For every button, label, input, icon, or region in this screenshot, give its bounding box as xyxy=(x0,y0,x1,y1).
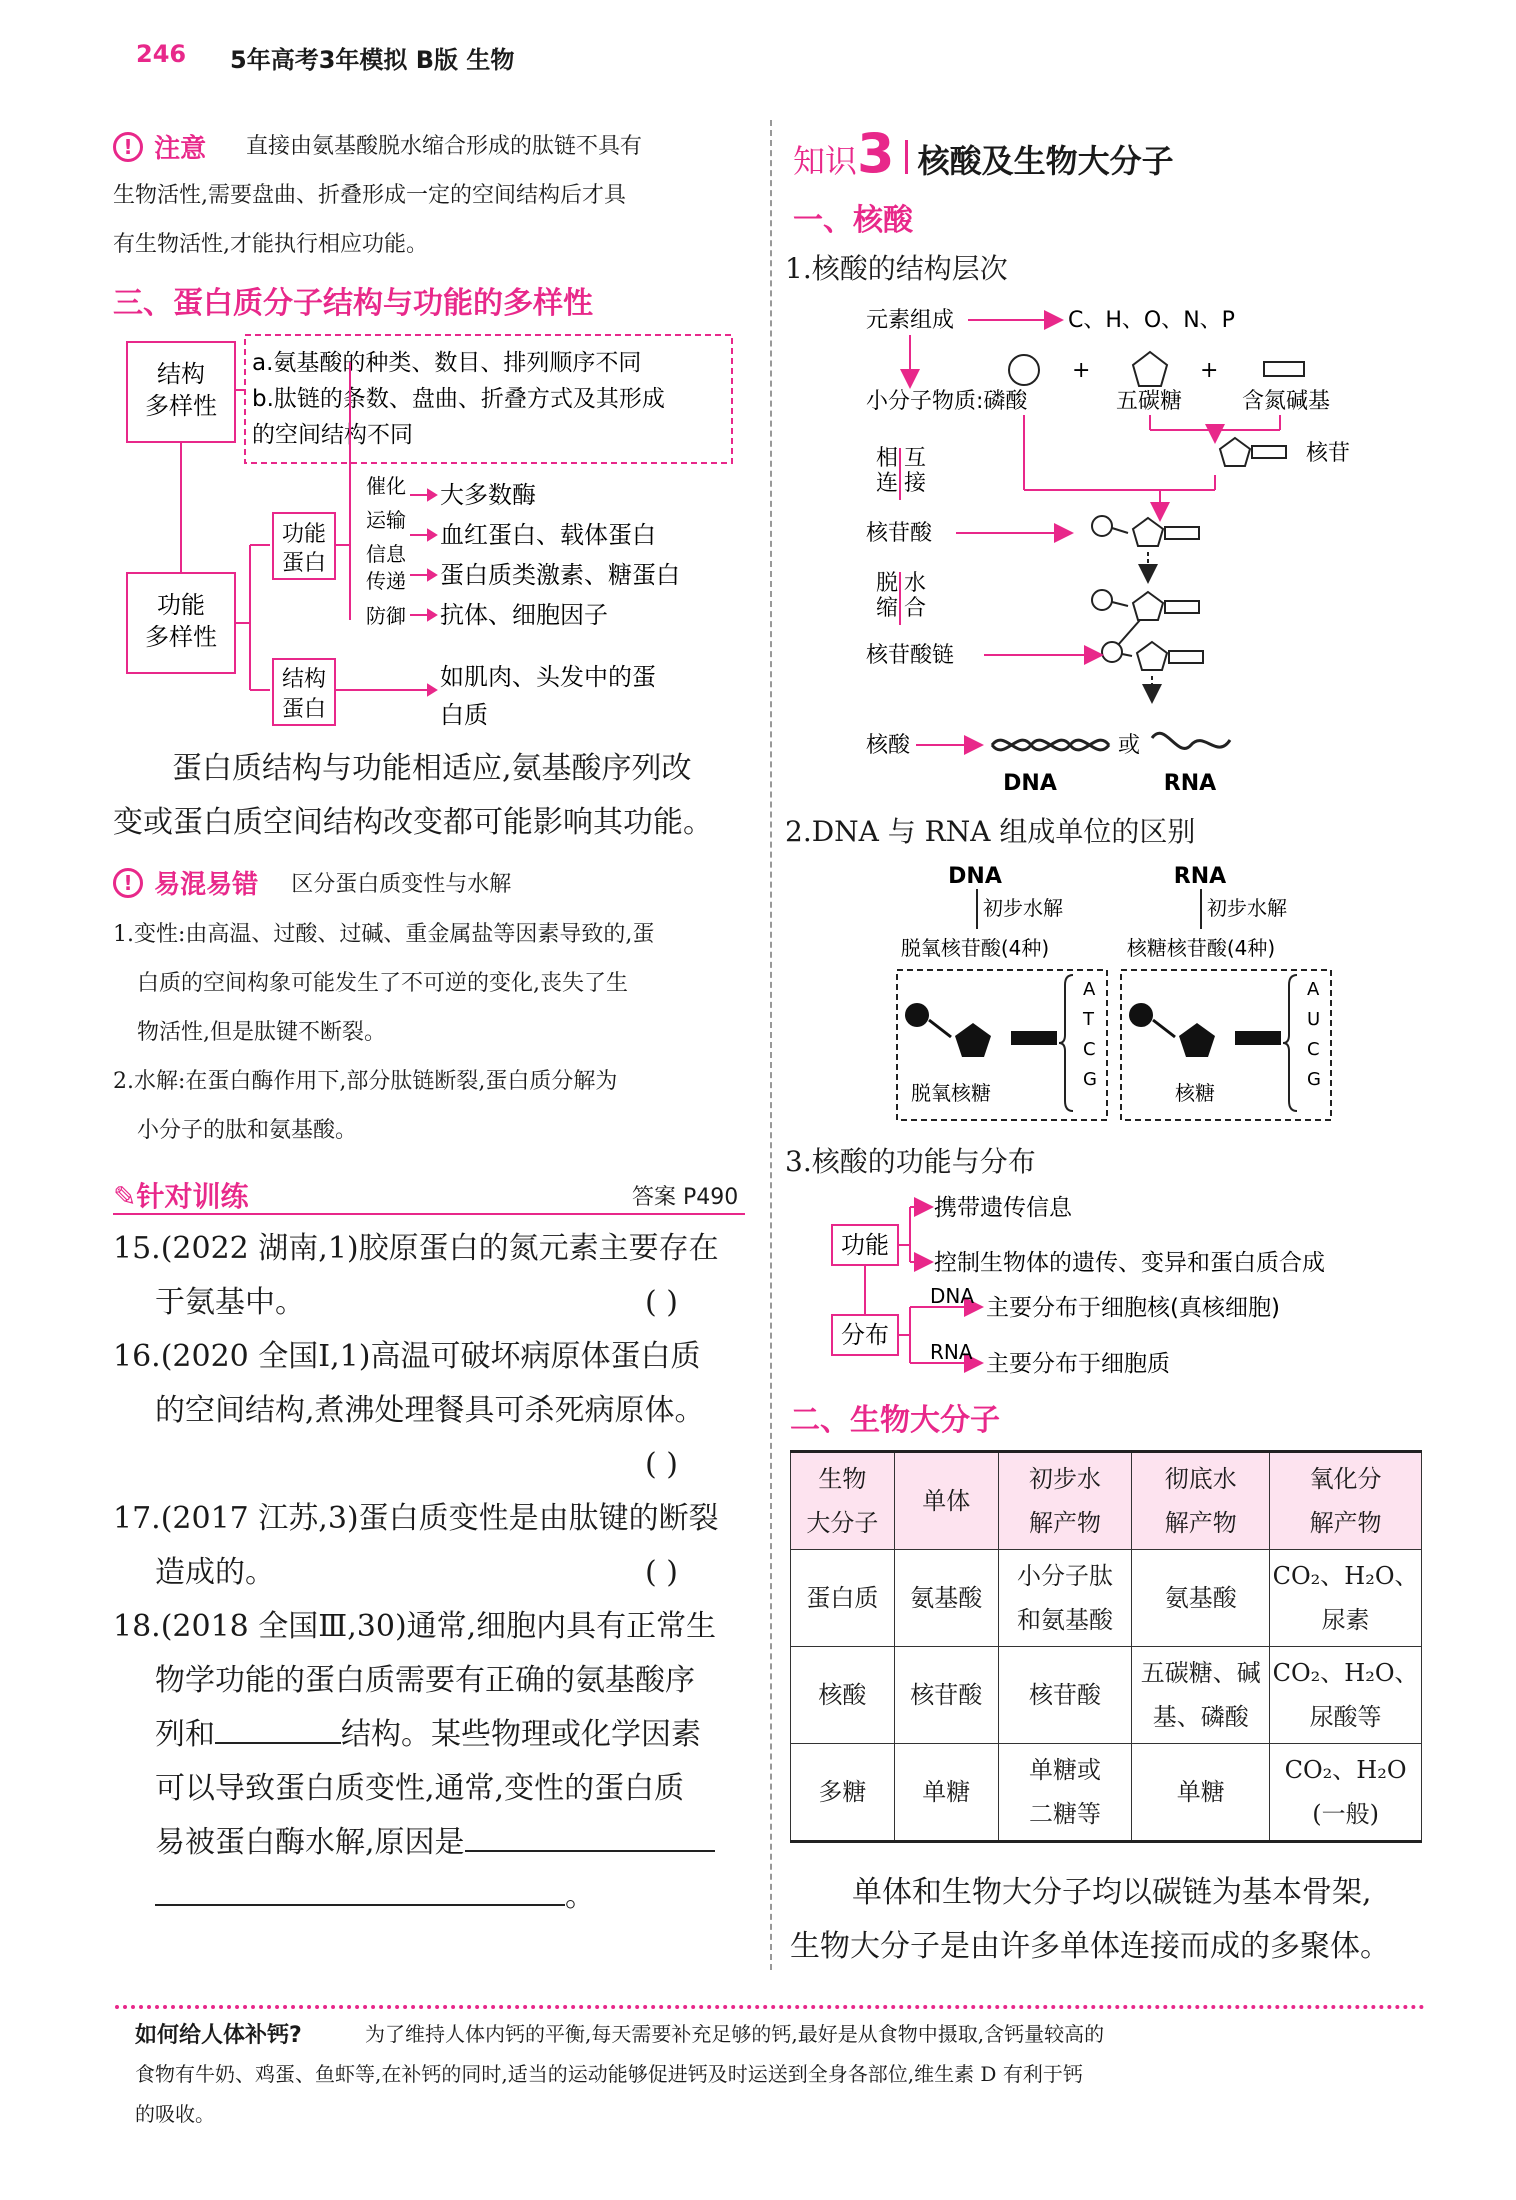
units-hydro-2: 初步水解 xyxy=(1207,896,1287,920)
q17-paren[interactable]: ( ) xyxy=(645,1555,678,1590)
th-oxid: 氧化分 解产物 xyxy=(1270,1452,1422,1550)
func-example-3: 蛋白质类激素、糖蛋白 xyxy=(440,561,680,589)
struct-item-a: a.氨基酸的种类、数目、排列顺序不同 xyxy=(252,350,642,376)
func-example-4: 抗体、细胞因子 xyxy=(440,601,608,629)
alert-icon: ! xyxy=(113,132,143,162)
confuse-line-1: 1.变性:由高温、过酸、过碱、重金属盐等因素导致的,蛋 xyxy=(113,922,655,947)
cell: 核酸 xyxy=(791,1647,895,1744)
struct-box-line2: 多样性 xyxy=(145,392,217,420)
q18-line-3 xyxy=(155,1708,701,1762)
q18-end: 。 xyxy=(565,1879,595,1914)
func-1: 携带遗传信息 xyxy=(934,1195,1072,1221)
cell: CO₂、H₂O、 尿酸等 xyxy=(1270,1647,1422,1744)
cell: 核苷酸 xyxy=(894,1647,998,1744)
hier-base: 含氮碱基 xyxy=(1242,389,1331,414)
cell: 小分子肽 和氨基酸 xyxy=(998,1550,1132,1647)
cell: 多糖 xyxy=(791,1744,895,1842)
confuse-line-3: 物活性,但是肽键不断裂。 xyxy=(137,1020,386,1045)
confuse-title: 区分蛋白质变性与水解 xyxy=(291,872,512,897)
dist-label: 分布 xyxy=(841,1321,889,1349)
cell: 核苷酸 xyxy=(998,1647,1132,1744)
q18-blank-1[interactable] xyxy=(215,1710,341,1744)
q15-line-1: 15.(2022 湖南,1)胶原蛋白的氮元素主要存在 xyxy=(113,1231,719,1266)
hier-or: 或 xyxy=(1118,733,1141,758)
cell: 单糖 xyxy=(1132,1744,1270,1842)
protein-diversity-diagram xyxy=(110,325,740,740)
practice-answer: 答案 P490 xyxy=(632,1185,739,1210)
confuse-line-5: 小分子的肽和氨基酸。 xyxy=(137,1118,358,1143)
hier-nucleotide: 核苷酸 xyxy=(866,521,933,546)
knowledge-header xyxy=(793,122,1174,185)
cell: CO₂、H₂O (一般) xyxy=(1270,1744,1422,1842)
func-kind-3a: 信息 xyxy=(366,542,406,566)
note-line-1: 直接由氨基酸脱水缩合形成的肽链不具有 xyxy=(246,134,643,159)
dna-base-3: C xyxy=(1083,1039,1096,1060)
ribonucleotide-icon xyxy=(1129,1003,1281,1057)
phosphate-icon xyxy=(1009,355,1039,385)
knowledge-label: 知识 xyxy=(793,142,858,180)
hier-element: 元素组成 xyxy=(866,308,955,333)
units-dna: DNA xyxy=(948,864,1002,889)
q18-line-1: 18.(2018 全国Ⅲ,30)通常,细胞内具有正常生 xyxy=(113,1609,717,1644)
th-partial: 初步水 解产物 xyxy=(998,1452,1132,1550)
note-line-3: 有生物活性,才能执行相应功能。 xyxy=(113,232,428,257)
section3-title: 三、蛋白质分子结构与功能的多样性 xyxy=(113,286,593,321)
table-header-row xyxy=(791,1452,1422,1550)
footer-rule xyxy=(115,2005,1425,2009)
rna-base-4: G xyxy=(1307,1069,1321,1090)
table-row xyxy=(791,1744,1422,1842)
confuse-header xyxy=(113,864,511,901)
units-hydro-1: 初步水解 xyxy=(983,896,1063,920)
dehyd-3: 水 xyxy=(904,571,927,596)
practice-label xyxy=(113,1175,248,1215)
dehyd-2: 缩 xyxy=(876,596,899,621)
cell: 单糖 xyxy=(894,1744,998,1842)
s1-title: 1.核酸的结构层次 xyxy=(785,252,1008,285)
func-kind-3b: 传递 xyxy=(366,569,406,593)
th-complete: 彻底水 解产物 xyxy=(1132,1452,1270,1550)
book-title: 5年高考3年模拟 B版 生物 xyxy=(230,46,515,74)
rna-base-1: A xyxy=(1307,979,1320,1000)
page-number: 246 xyxy=(136,40,187,68)
rna-base-2: U xyxy=(1307,1009,1321,1030)
rna-sugar-label: 核糖 xyxy=(1175,1081,1215,1105)
plus-2: + xyxy=(1200,358,1219,383)
hier-chain: 核苷酸链 xyxy=(866,643,955,668)
footer-line-3: 的吸收。 xyxy=(135,2102,215,2126)
connect-1: 相 xyxy=(876,446,899,471)
func-protein-line1: 功能 xyxy=(281,522,327,547)
s2-title: 2.DNA 与 RNA 组成单位的区别 xyxy=(785,815,1196,848)
summary-line-2: 变或蛋白质空间结构改变都可能影响其功能。 xyxy=(113,805,713,840)
nucleotide-icon xyxy=(1092,516,1199,546)
rna-strand-icon xyxy=(1152,733,1230,748)
knowledge-bar xyxy=(905,140,908,174)
func-2: 控制生物体的遗传、变异和蛋白质合成 xyxy=(934,1250,1325,1276)
alert-icon: ! xyxy=(113,868,143,898)
q18-blank-2[interactable] xyxy=(465,1818,715,1852)
q15-line-2: 于氨基中。 xyxy=(155,1285,305,1320)
dna-base-1: A xyxy=(1083,979,1096,1000)
units-rna: RNA xyxy=(1173,864,1227,889)
nucleic-function-diagram xyxy=(830,1185,1410,1385)
dist-rna: RNA xyxy=(930,1340,973,1364)
plus-1: + xyxy=(1072,358,1091,383)
dna-base-4: G xyxy=(1083,1069,1097,1090)
practice-label-text: 针对训练 xyxy=(136,1180,249,1213)
func-protein-line2: 蛋白 xyxy=(281,551,327,576)
func-box-line2: 多样性 xyxy=(145,623,217,651)
q18-line-4: 可以导致蛋白质变性,通常,变性的蛋白质 xyxy=(155,1771,685,1806)
q18-part-b: 结构。某些物理或化学因素 xyxy=(341,1717,701,1752)
cell: 五碳糖、碱 基、磷酸 xyxy=(1132,1647,1270,1744)
nucleoside-base-icon xyxy=(1252,446,1286,458)
q18-part-c: 易被蛋白酶水解,原因是 xyxy=(155,1825,465,1860)
hier-rna: RNA xyxy=(1163,771,1217,796)
struct-box-line1: 结构 xyxy=(157,360,205,388)
q17-line-1: 17.(2017 江苏,3)蛋白质变性是由肽键的断裂 xyxy=(113,1501,719,1536)
note-label: 注意 xyxy=(154,134,207,164)
units-rna-unit: 核糖核苷酸(4种) xyxy=(1126,936,1276,960)
cell: CO₂、H₂O、 尿素 xyxy=(1270,1550,1422,1647)
q18-blank-3[interactable] xyxy=(155,1872,565,1906)
th-monomer: 单体 xyxy=(894,1452,998,1550)
struct-example-1: 如肌肉、头发中的蛋 xyxy=(440,663,656,691)
practice-rule xyxy=(113,1213,745,1215)
func-kind-1: 催化 xyxy=(366,474,406,498)
deoxynucleotide-icon xyxy=(905,1003,1057,1057)
func-kind-2: 运输 xyxy=(366,508,406,532)
dna-sugar-label: 脱氧核糖 xyxy=(911,1081,991,1105)
q18-line-6 xyxy=(155,1870,595,1924)
func-example-1: 大多数酶 xyxy=(440,481,536,509)
struct-protein-line1: 结构 xyxy=(281,667,327,692)
cell: 氨基酸 xyxy=(1132,1550,1270,1647)
units-dna-unit: 脱氧核苷酸(4种) xyxy=(900,936,1050,960)
closing-line-1: 单体和生物大分子均以碳链为基本骨架, xyxy=(852,1875,1372,1910)
struct-protein-line2: 蛋白 xyxy=(281,697,327,722)
hier-nucleic: 核酸 xyxy=(866,733,911,758)
dist-dna: DNA xyxy=(930,1284,975,1308)
note-block xyxy=(113,128,206,165)
dna-base-2: T xyxy=(1083,1009,1094,1030)
func-label: 功能 xyxy=(841,1231,889,1259)
pentose-icon xyxy=(1133,352,1167,386)
connect-3: 互 xyxy=(904,446,927,471)
confuse-label: 易混易错 xyxy=(154,870,259,900)
table-row xyxy=(791,1550,1422,1647)
dist-2: 主要分布于细胞质 xyxy=(986,1351,1170,1377)
column-divider xyxy=(770,120,772,1970)
dehyd-1: 脱 xyxy=(876,571,899,596)
confuse-line-2: 白质的空间构象可能发生了不可逆的变化,丧失了生 xyxy=(137,971,628,996)
nucleoside-sugar-icon xyxy=(1220,438,1250,466)
hier-chon: C、H、O、N、P xyxy=(1068,308,1235,333)
confuse-line-4: 2.水解:在蛋白酶作用下,部分肽链断裂,蛋白质分解为 xyxy=(113,1069,618,1094)
hier-nucleoside: 核苷 xyxy=(1306,441,1351,466)
struct-item-b: b.肽链的条数、盘曲、折叠方式及其形成 xyxy=(252,386,665,412)
cell: 蛋白质 xyxy=(791,1550,895,1647)
summary-line-1: 蛋白质结构与功能相适应,氨基酸序列改 xyxy=(172,751,692,786)
footer-line-1: 为了维持人体内钙的平衡,每天需要补充足够的钙,最好是从食物中摄取,含钙量较高的 xyxy=(365,2022,1105,2046)
pencil-icon: ✎ xyxy=(113,1180,137,1213)
func-box-line1: 功能 xyxy=(157,591,205,619)
q16-line-1: 16.(2020 全国Ⅰ,1)高温可破坏病原体蛋白质 xyxy=(113,1339,701,1374)
table-row xyxy=(791,1647,1422,1744)
s3-title: 3.核酸的功能与分布 xyxy=(785,1145,1036,1178)
hier-small: 小分子物质:磷酸 xyxy=(866,389,1028,414)
connect-2: 连 xyxy=(876,471,899,496)
struct-example-2: 白质 xyxy=(440,701,488,729)
rna-base-3: C xyxy=(1307,1039,1320,1060)
dna-helix-icon xyxy=(992,740,1109,750)
hier-sugar5: 五碳糖 xyxy=(1116,389,1183,414)
macromolecule-table xyxy=(790,1450,1422,1843)
nucleotide-chain-icon xyxy=(1092,590,1203,670)
func-kind-4: 防御 xyxy=(366,604,406,628)
q16-line-2: 的空间结构,煮沸处理餐具可杀死病原体。 xyxy=(155,1393,705,1428)
dehyd-4: 合 xyxy=(904,596,927,621)
cell: 氨基酸 xyxy=(894,1550,998,1647)
th-macro: 生物 大分子 xyxy=(791,1452,895,1550)
dist-1: 主要分布于细胞核(真核细胞) xyxy=(986,1295,1280,1321)
hier-dna: DNA xyxy=(1003,771,1057,796)
q18-part-a: 列和 xyxy=(155,1717,215,1752)
base-icon xyxy=(1264,362,1304,376)
q17-line-2: 造成的。 xyxy=(155,1555,275,1590)
sec2-title: 二、生物大分子 xyxy=(790,1403,1000,1438)
knowledge-title: 核酸及生物大分子 xyxy=(917,142,1174,180)
knowledge-number: 3 xyxy=(857,122,895,185)
closing-line-2: 生物大分子是由许多单体连接而成的多聚体。 xyxy=(790,1929,1390,1964)
sec1-title: 一、核酸 xyxy=(793,203,913,238)
dna-rna-units-diagram xyxy=(895,855,1355,1125)
q16-paren[interactable]: ( ) xyxy=(645,1447,678,1482)
footer-question: 如何给人体补钙? xyxy=(135,2023,302,2048)
cell: 单糖或 二糖等 xyxy=(998,1744,1132,1842)
footer-line-2: 食物有牛奶、鸡蛋、鱼虾等,在补钙的同时,适当的运动能够促进钙及时运送到全身各部位,维生素 D 有利于钙 xyxy=(135,2062,1083,2086)
nucleic-hierarchy-diagram xyxy=(860,290,1420,810)
func-example-2: 血红蛋白、载体蛋白 xyxy=(440,521,656,549)
connect-4: 接 xyxy=(904,471,927,496)
q18-line-5 xyxy=(155,1816,715,1870)
struct-item-b2: 的空间结构不同 xyxy=(252,422,413,448)
q18-line-2: 物学功能的蛋白质需要有正确的氨基酸序 xyxy=(155,1663,695,1698)
note-line-2: 生物活性,需要盘曲、折叠形成一定的空间结构后才具 xyxy=(113,183,626,208)
q15-paren[interactable]: ( ) xyxy=(645,1285,678,1320)
rna-unit-box xyxy=(1121,970,1331,1120)
